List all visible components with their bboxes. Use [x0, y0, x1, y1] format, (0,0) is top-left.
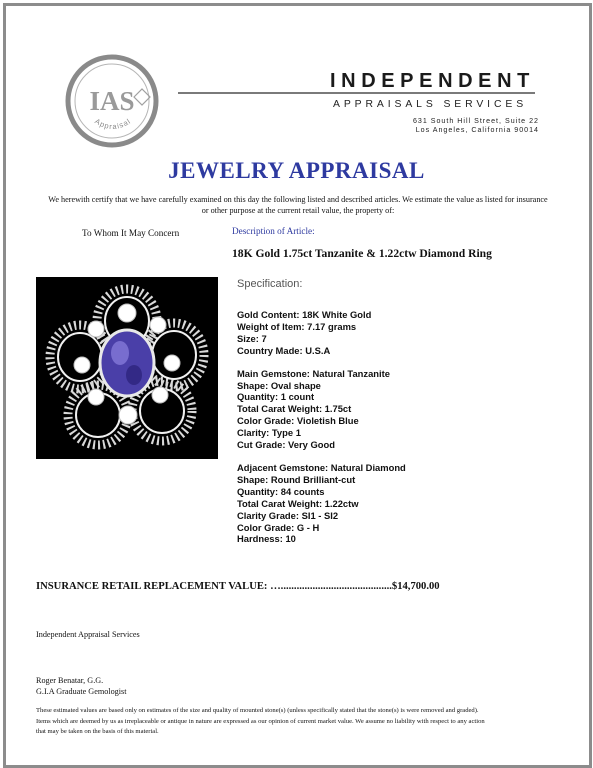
spec-line: Shape: Round Brilliant-cut — [237, 473, 356, 485]
spec-line: Total Carat Weight: 1.22ctw — [237, 497, 359, 509]
spec-line: Cut Grade: Very Good — [237, 439, 335, 451]
logo-text: IAS — [89, 86, 135, 116]
certification-text: We herewith certify that we have carefully examined on this day the following listed and described articles. We estimate the value as listed for insurance or other purpose at the current retail value, the property of: — [48, 195, 548, 215]
spec-line: Clarity: Type 1 — [237, 427, 301, 439]
spec-line: Country Made: U.S.A — [237, 344, 331, 356]
address-line-2: Los Angeles, California 90014 — [415, 126, 539, 134]
description-label: Description of Article: — [232, 226, 315, 236]
spec-group-main-gemstone — [237, 368, 406, 451]
spec-line: Adjacent Gemstone: Natural Diamond — [237, 461, 406, 473]
svg-text:Appraisal — [93, 116, 132, 131]
spec-line: Hardness: 10 — [237, 533, 296, 545]
spec-line: Color Grade: G - H — [237, 521, 320, 533]
spec-line: Size: 7 — [237, 332, 267, 344]
spec-line: Quantity: 1 count — [237, 391, 315, 403]
recipient: To Whom It May Concern — [82, 228, 180, 238]
spec-group-metal — [237, 309, 406, 357]
spec-line: Clarity Grade: SI1 - SI2 — [237, 509, 339, 521]
spec-line: Total Carat Weight: 1.75ct — [237, 403, 352, 415]
company-signoff: Independent Appraisal Services — [36, 630, 140, 639]
spec-group-adjacent-gemstone — [237, 462, 406, 545]
spec-line: Quantity: 84 counts — [237, 485, 325, 497]
ias-logo — [64, 53, 160, 149]
spec-line: Color Grade: Violetish Blue — [237, 415, 359, 427]
specification-list — [237, 309, 406, 556]
address-line-1: 631 South Hill Street, Suite 22 — [412, 117, 539, 125]
insurance-value: INSURANCE RETAIL REPLACEMENT VALUE: …..........................................$14,700.00 — [36, 581, 440, 592]
spec-line: Weight of Item: 7.17 grams — [237, 320, 357, 332]
header-divider — [178, 92, 535, 94]
specification-label: Specification: — [237, 278, 303, 290]
signer-name: Roger Benatar, G.G. — [36, 676, 104, 685]
company-subtitle: APPRAISALS SERVICES — [333, 99, 528, 110]
spec-line: Shape: Oval shape — [237, 379, 321, 391]
signer-title: G.I.A Graduate Gemologist — [36, 687, 127, 696]
document-title: JEWELRY APPRAISAL — [168, 158, 425, 183]
spec-line: Gold Content: 18K White Gold — [237, 309, 372, 320]
disclaimer: These estimated values are based only on estimates of the size and quality of mounted stone(s) (unless specifically stated that the stone(s) is were removed and graded). Items which are deemed by us as irreplaceable or antique in nature are expressed as our opinion of current market value. We assume no liability with respect to any action that may be taken on the basis of this material. — [36, 707, 485, 736]
ring-photo — [36, 277, 218, 459]
logo-caption: Appraisal — [93, 116, 133, 132]
spec-line: Main Gemstone: Natural Tanzanite — [237, 367, 390, 379]
article-title: 18K Gold 1.75ct Tanzanite & 1.22ctw Diamond Ring — [232, 247, 492, 260]
company-name: INDEPENDENT — [330, 70, 535, 92]
